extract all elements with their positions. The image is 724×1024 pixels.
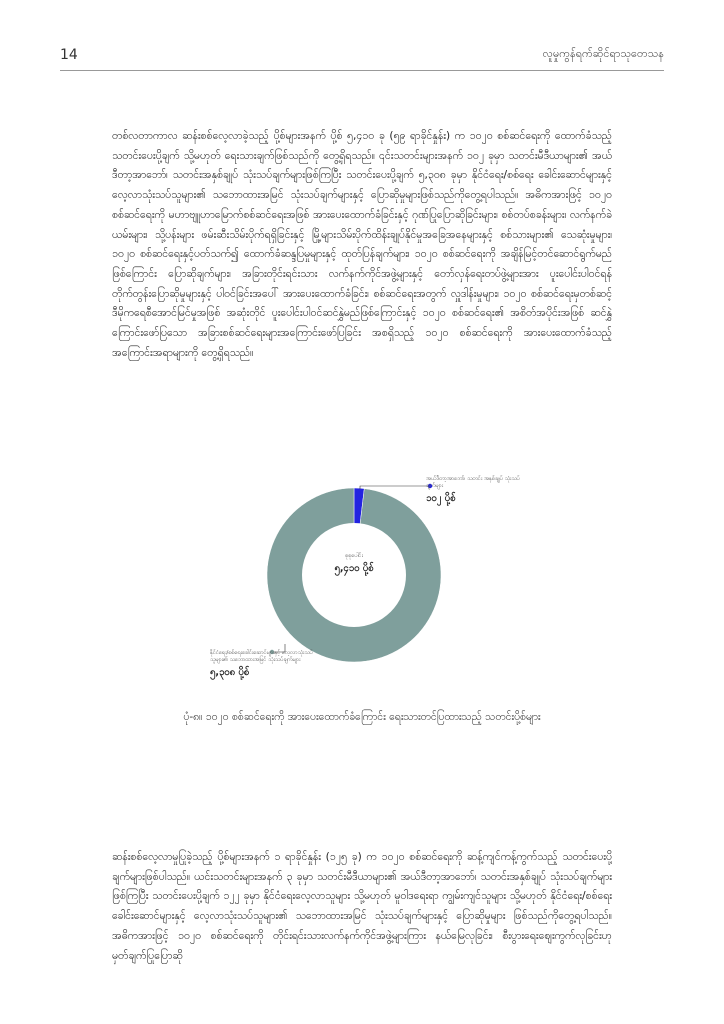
running-header: လူမှုကွန်ရက်ဆိုင်ရာသုတေသန — [542, 47, 664, 60]
label-top-small: အယ်ဒီတာ့အာဘော်၊ သတင်း အနှစ်ချုပ် သုံးသပ်ချက်များ — [426, 476, 520, 489]
label-bottom-small: နိုင်ငံရေး/စစ်ရေးခေါင်းဆောင်များနှင့် လေ့လာသုံးသပ်သူများ၏ သဘောထားအမြင် သုံးသပ်ချက်များ — [210, 650, 313, 663]
label-bottom — [210, 650, 330, 680]
header-rule — [60, 70, 664, 71]
label-center-value: ၅,၄၁၀ ပို့စ် — [334, 563, 374, 574]
donut-figure — [190, 468, 540, 738]
body-paragraph-1: တစ်လတာကာလ ဆန်းစစ်လေ့လာခဲ့သည့် ပို့စ်များအနက် ပို့စ် ၅,၄၁၀ ခု (၅၉ ရာခိုင်နှုန်း) က ၁၀၂၀ စစ်ဆင်ရေးကို ထောက်ခံသည့် သတင်းပေးပို့ချက် သို့မဟုတ် ရေးသားချက်ဖြစ်သည်ကို တွေ့ရှိရသည်။ ၎င်းသတင်းများအနက် ၁၀၂ ခုမှာ သတင်းမီဒီယာများ၏ အယ်ဒီတာ့အာဘော်၊ သတင်းအနှစ်ချုပ် သုံးသပ်ချက်များဖြစ်ကြပြီး သတင်းပေးပို့ချက် ၅,၃၀၈ ခုမှာ နိုင်ငံရေး/စစ်ရေး ခေါင်းဆောင်များနှင့် လေ့လာသုံးသပ်သူများ၏ သဘောထားအမြင် သုံးသပ်ချက်များနှင့် ပြောဆိုမှုများဖြစ်သည်ကိုတွေ့ရပါသည်။ အဓိကအားဖြင့် ၁၀၂၀ စစ်ဆင်ရေးကို မဟာဗျူဟာမြောက်စစ်ဆင်ရေးအဖြစ် အားပေးထောက်ခံခြင်းနှင့် ဂုဏ်ပြုပြောဆိုခြင်းများ၊ စစ်တပ်စခန်းများ၊ လက်နက်ခဲယမ်းများ၊ သို့ပန်းများ ဖမ်းဆီးသိမ်းပိုက်ရရှိခြင်းနှင့် မြို့များသိမ်းပိုက်ထိန်းချုပ်နိုင်မှုအခြေအနေများနှင့် စစ်သားများ၏ သေဆုံးမှုများ၊ ၁၀၂၀ စစ်ဆင်ရေးနှင့်ပတ်သက်၍ ထောက်ခံဆန္ဒပြမှုများနှင့် ထုတ်ပြန်ချက်များ၊ ၁၀၂၀ စစ်ဆင်ရေးကို အချိန်မြင့်တင်ဆောင်ရွက်မည်ဖြစ်ကြောင်း ပြောဆိုချက်များ၊ အခြားတိုင်းရင်းသား လက်နက်ကိုင်အဖွဲ့များနှင့် တော်လှန်ရေးတပ်ဖွဲ့များအား ပူးပေါင်းပါဝင်ရန် တိုက်တွန်းပြောဆိုမှုများနှင့် ပါဝင်ခြင်းအပေါ် အားပေးထောက်ခံခြင်း၊ စစ်ဆင်ရေးအတွက် လှူဒါန်းမှုများ၊ ၁၀၂၀ စစ်ဆင်ရေးမှတစ်ဆင့် ဒီမိုကရေစီအောင်မြင်မှုအဖြစ် အဆုံးတိုင် ပူးပေါင်းပါဝင်ဆင်နွှဲမည်ဖြစ်ကြောင်းနှင့် ၁၀၂၀ စစ်ဆင်ရေး၏ အစိတ်အပိုင်းအဖြစ် ဆင်နွှဲကြောင်းဖော်ပြသော အခြားစစ်ဆင်ရေးများအကြောင်းဖော်ပြခြင်း အစရှိသည့် ၁၀၂၀ စစ်ဆင်ရေးကို အားပေးထောက်ခံသည့် အကြောင်းအရာများကို တွေ့ရှိရသည်။ — [112, 130, 612, 359]
body-paragraph-2: ဆန်းစစ်လေ့လာမှုပြုခဲ့သည့် ပို့စ်များအနက် ၁ ရာခိုင်နှုန်း (၁၂၅ ခု) က ၁၀၂၀ စစ်ဆင်ရေးကို ဆန့်ကျင်ကန့်ကွက်သည့် သတင်းပေးပို့ချက်များဖြစ်ပါသည်။ ယင်းသတင်းများအနက် ၃ ခုမှာ သတင်းမီဒီယာများ၏ အယ်ဒီတာ့အာဘော်၊ သတင်းအနှစ်ချုပ် သုံးသပ်ချက်များဖြစ်ကြပြီး သတင်းပေးပို့ချက် ၁၂၂ ခုမှာ နိုင်ငံရေးလေ့လာသူများ သို့မဟုတ် မူဝါဒရေးရာ ကျွမ်းကျင်သူများ သို့မဟုတ် နိုင်ငံရေး/စစ်ရေး ခေါင်းဆောင်များနှင့် လေ့လာသုံးသပ်သူများ၏ သဘောထားအမြင် သုံးသပ်ချက်များနှင့် ပြောဆိုမှုများ ဖြစ်သည်ကိုတွေ့ရပါသည်။ အဓိကအားဖြင့် ၁၀၂၀ စစ်ဆင်ရေးကို တိုင်းရင်းသားလက်နက်ကိုင်အဖွဲ့များကြား နယ်မြေလုခြင်း၊ စီးပွားရေးစျေးကွက်လုခြင်းဟု မှတ်ချက်ပြုပြောဆို — [112, 851, 612, 962]
figure-caption: ပုံ-၈။ ၁၀၂၀ စစ်ဆင်ရေးကို အားပေးထောက်ခံကြောင်း ရေးသားတင်ပြထားသည့် သတင်းပို့စ်များ — [183, 711, 541, 723]
label-bottom-value: ၅,၃၀၈ ပို့စ် — [210, 667, 250, 678]
page-number: 14 — [60, 47, 78, 63]
label-center — [324, 553, 384, 576]
label-top-value: ၁၀၂ ပို့စ် — [426, 493, 456, 504]
leader-line-top — [360, 486, 430, 489]
label-center-small: စုစုပေါင်း — [345, 553, 363, 559]
donut-chart — [190, 468, 540, 738]
label-top — [426, 476, 526, 506]
